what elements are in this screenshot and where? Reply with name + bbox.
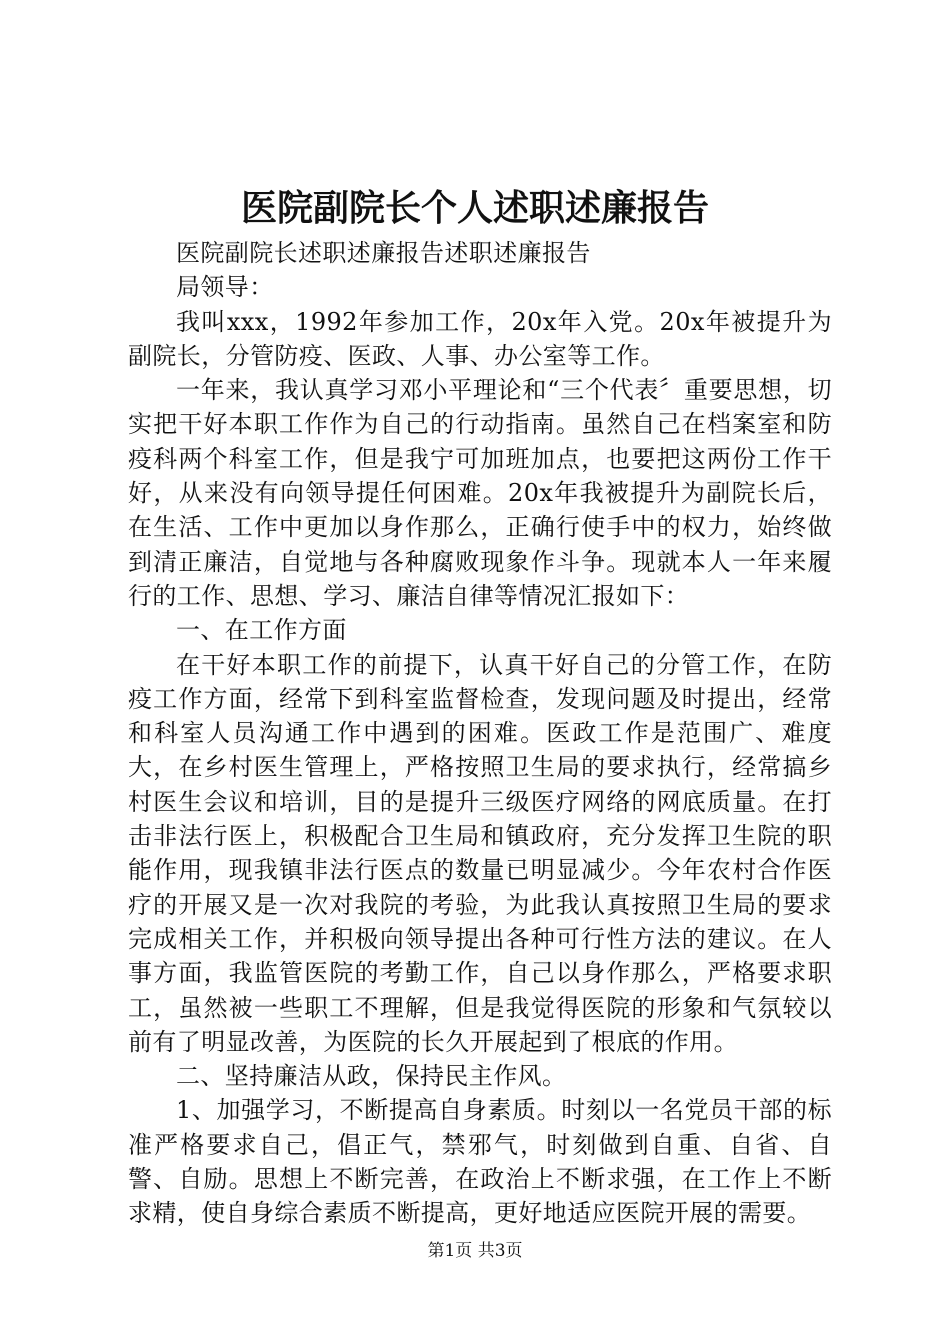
- paragraph-subtitle: 医院副院长述职述廉报告述职述廉报告: [176, 239, 591, 267]
- paragraph-work-details: 在干好本职工作的前提下，认真干好自己的分管工作，在防疫工作方面，经常下到科室监督检查，发现问题及时提出，经常和科室人员沟通工作中遇到的困难。医政工作是范围广、难度大，在乡村医生管理上，严格按照卫生局的要求执行，经常搞乡村医生会议和培训，目的是提升三级医疗网络的网底质量。在打击非法行医上，积极配合卫生局和镇政府，充分发挥卫生院的职能作用，现我镇非法行医点的数量已明显减少。今年农村合作医疗的开展又是一次对我院的考验，为此我认真按照卫生局的要求完成相关工作，并积极向领导提出各种可行性方法的建议。在人事方面，我监管医院的考勤工作，自己以身作那么，严格要求职工，虽然被一些职工不理解，但是我觉得医院的形象和气氛较以前有了明显改善，为医院的长久开展起到了根底的作用。: [128, 650, 832, 1056]
- document-title: 医院副院长个人述职述廉报告: [240, 187, 709, 229]
- paragraph-introduction: 我叫xxx，1992年参加工作，20x年入党。20x年被提升为副院长，分管防疫、医政、人事、办公室等工作。: [128, 307, 832, 370]
- page-number-footer: 第1页 共3页: [427, 1241, 523, 1261]
- document-body: [128, 236, 832, 1231]
- section-heading-integrity: 二、坚持廉洁从政，保持民主作风。: [176, 1062, 567, 1091]
- paragraph-salutation: 局领导：: [176, 273, 274, 302]
- section-heading-work: 一、在工作方面: [176, 616, 347, 645]
- paragraph-study: 1、加强学习，不断提高自身素质。时刻以一名党员干部的标准严格要求自己，倡正气，禁邪气，时刻做到自重、自省、自警、自励。思想上不断完善，在政治上不断求强，在工作上不断求精，使自身综合素质不断提高，更好地适应医院开展的需要。: [128, 1096, 832, 1228]
- paragraph-overview: 一年来，我认真学习邓小平理论和“三个代表〞重要思想，切实把干好本职工作作为自己的行动指南。虽然自己在档案室和防疫科两个科室工作，但是我宁可加班加点，也要把这两份工作干好，从来没有向领导提任何困难。20x年我被提升为副院长后，在生活、工作中更加以身作那么，正确行使手中的权力，始终做到清正廉洁，自觉地与各种腐败现象作斗争。现就本人一年来履行的工作、思想、学习、廉洁自律等情况汇报如下：: [128, 376, 832, 610]
